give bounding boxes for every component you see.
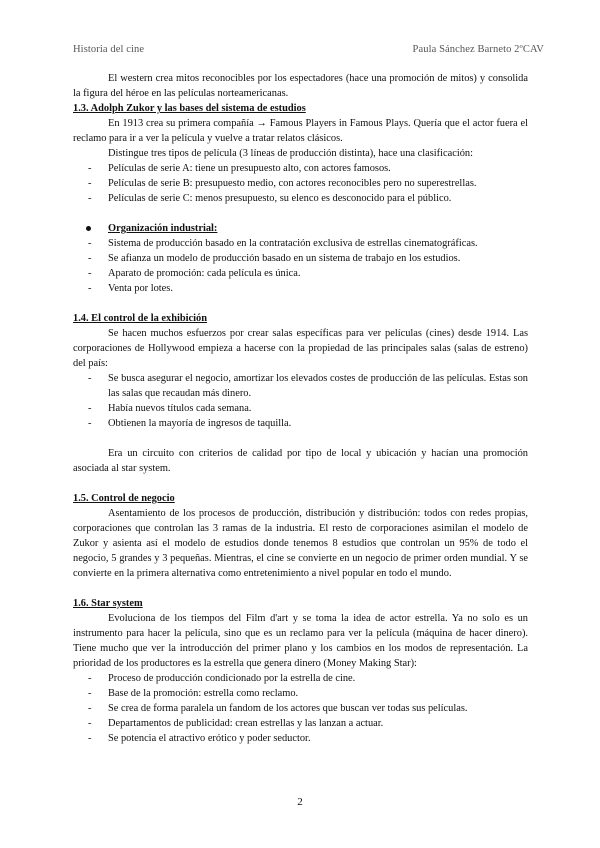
organization-heading-label: Organización industrial: — [108, 223, 218, 234]
section-1-6-paragraph-1: Evoluciona de los tiempos del Film d'art y se toma la idea de actor estrella. Ya no solo es un instrumento para hacer la película, sino que es un reclamo para ver la película (máquina de hacer dinero). Tiene mucho que ver la introducción del primer plano y los cambios en los modos de representación. La prioridad de los productores es la estrella que genera dinero (Money Making Star): — [73, 613, 528, 669]
section-1-4-paragraph-1: Se hacen muchos esfuerzos por crear salas específicas para ver películas (cines) desde 1914. Las corporaciones de Hollywood empieza a hacerse con la propiedad de las principales salas (salas de estreno) del país: — [73, 328, 528, 369]
list-item: - Sistema de producción basado en la contratación exclusiva de estrellas cinematográficas. — [73, 236, 528, 251]
page-number: 2 — [297, 796, 303, 808]
header-author: Paula Sánchez Barneto 2ºCAV — [412, 44, 544, 55]
film-series-list — [73, 161, 528, 206]
star-system-list — [73, 671, 528, 746]
list-item: - Se busca asegurar el negocio, amortizar los elevados costes de producción de las películas. Estas son las salas que recaudan más dinero. — [73, 371, 528, 401]
list-item: - Se crea de forma paralela un fandom de los actores que buscan ver todas sus películas. — [73, 701, 528, 716]
section-1-5-title: 1.5. Control de negocio — [73, 493, 175, 504]
list-item: - Había nuevos títulos cada semana. — [73, 401, 528, 416]
organization-list — [73, 236, 528, 296]
list-item: - Aparato de promoción: cada película es única. — [73, 266, 528, 281]
organization-heading — [73, 221, 528, 236]
list-item: - Venta por lotes. — [73, 281, 528, 296]
section-1-3-paragraph-2: Distingue tres tipos de película (3 líneas de producción distinta), hace una clasificación: — [108, 148, 473, 159]
section-1-3-title: 1.3. Adolph Zukor y las bases del sistema de estudios — [73, 103, 306, 114]
section-1-4-title: 1.4. El control de la exhibición — [73, 313, 208, 324]
list-item: - Obtienen la mayoría de ingresos de taquilla. — [73, 416, 528, 431]
exhibition-list — [73, 371, 528, 431]
list-item: - Se potencia el atractivo erótico y poder seductor. — [73, 731, 528, 746]
list-item: - Se afianza un modelo de producción basado en un sistema de trabajo en los estudios. — [73, 251, 528, 266]
section-1-6-title: 1.6. Star system — [73, 598, 143, 609]
list-item: - Departamentos de publicidad: crean estrellas y las lanzan a actuar. — [73, 716, 528, 731]
list-item: - Películas de serie B: presupuesto medio, con actores reconocibles pero no superestrellas. — [73, 176, 528, 191]
page-body — [73, 71, 528, 746]
section-1-5-paragraph-1: Asentamiento de los procesos de producción, distribución y distribución: todos con redes propias, corporaciones que controlan las 3 ramas de la industria. El resto de corporaciones asimilan el modelo de Zukor y asienta así el modelo de estudios donde tenemos 8 estudios que controlan un 95% de todo el negocio, 5 grandes y 3 pequeñas. Mientras, el cine se convierte en un negocio de primer orden mundial. Y se convierte en la primera alternativa como entretenimiento a nivel popular en todo el mundo. — [73, 508, 528, 579]
intro-paragraph: El western crea mitos reconocibles por los espectadores (hace una promoción de mitos) y consolida la figura del héroe en las películas norteamericanas. — [73, 73, 528, 99]
header-course-title: Historia del cine — [73, 44, 145, 55]
list-item: - Películas de serie A: tiene un presupuesto alto, con actores famosos. — [73, 161, 528, 176]
bullet-dot-icon — [86, 226, 91, 231]
section-1-4-paragraph-2: Era un circuito con criterios de calidad por tipo de local y ubicación y hacían una promoción asociada al star system. — [73, 448, 528, 474]
list-item: - Proceso de producción condicionado por la estrella de cine. — [73, 671, 528, 686]
list-item: - Películas de serie C: menos presupuesto, su elenco es desconocido para el público. — [73, 191, 528, 206]
section-1-3-paragraph-1: En 1913 crea su primera compañía → Famous Players in Famous Plays. Quería que el actor fuera el reclamo para ir a ver la película y vuelve a tratar relatos clásicos. — [73, 118, 528, 144]
list-item: - Base de la promoción: estrella como reclamo. — [73, 686, 528, 701]
